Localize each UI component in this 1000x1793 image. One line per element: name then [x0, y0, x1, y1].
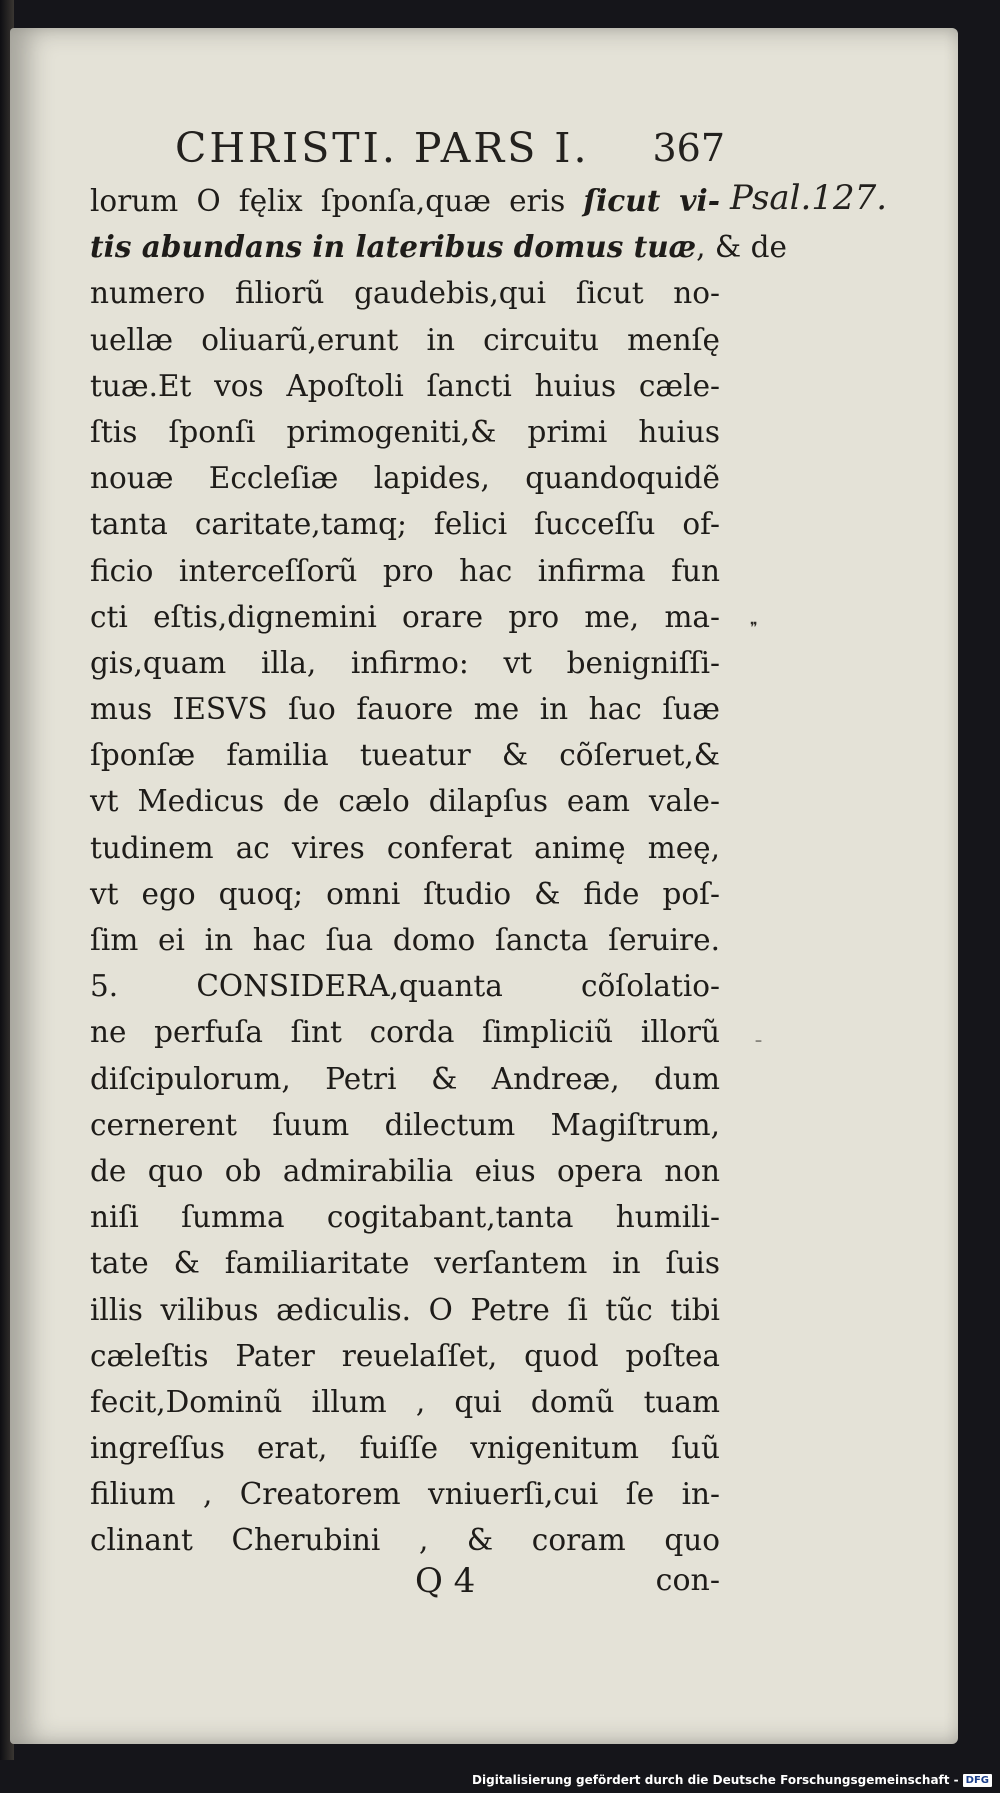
text-line: mus IESVS ſuo fauore me in hac ſuæ [90, 692, 720, 727]
text-line [90, 178, 720, 224]
text-line: tudinem ac vires conferat animę meę, [90, 830, 720, 865]
text-line: 5. CONSIDERA,quanta cõſolatio- [90, 969, 720, 1004]
dfg-logo-icon: DFG [963, 1774, 992, 1787]
text-line: ſim ei in hac ſua domo ſancta ſeruire. [90, 923, 720, 957]
text-line: de quo ob admirabilia eius opera non [90, 1153, 720, 1188]
text-line: nouæ Eccleſiæ lapides, quandoquidẽ [90, 461, 720, 496]
text-line: fecit,Dominũ illum , qui domũ tuam [90, 1384, 720, 1419]
page-footer [90, 1556, 720, 1606]
ink-speck: ❞ [750, 620, 758, 636]
text-line: ſponſæ familia tueatur & cõſeruet,& [90, 738, 720, 773]
text-line: tuæ.Et vos Apoſtoli ſancti huius cæle- [90, 368, 720, 403]
text-line: filium , Creatorem vniuerſi,cui ſe in- [90, 1477, 720, 1512]
body-text [90, 178, 787, 1564]
digitization-credit [472, 1773, 992, 1787]
book-page [10, 28, 958, 1744]
italic-quote: ſicut vi- [583, 183, 720, 218]
page-number: 367 [652, 126, 725, 170]
text-line: illis vilibus ædiculis. O Petre ſi tũc tibi [90, 1292, 720, 1327]
text-segment: lorum O fęlix ſponſa,quæ eris [90, 184, 584, 218]
ink-speck: – [755, 1033, 762, 1049]
text-line: numero filiorũ gaudebis,qui ſicut no- [90, 276, 720, 311]
text-line: vt ego quoq; omni ſtudio & fide poſ- [90, 876, 720, 911]
running-head: CHRISTI. PARS I. [175, 124, 590, 172]
text-line: ingreſſus erat, fuiſſe vnigenitum ſuũ [90, 1431, 720, 1466]
text-line: niſi ſumma cogitabant,tanta humili- [90, 1200, 720, 1235]
margin-note: Psal.127. [730, 178, 888, 218]
text-line: gis,quam illa, infirmo: vt benigniſſi- [90, 645, 720, 680]
signature-mark: Q 4 [415, 1561, 476, 1601]
text-line: diſcipulorum, Petri & Andreæ, dum [90, 1061, 720, 1096]
text-line: clinant Cherubini , & coram quo [90, 1523, 720, 1558]
credit-text: Digitalisierung gefördert durch die Deutsche Forschungsgemeinschaft - [472, 1773, 959, 1787]
text-line: uellæ oliuarũ,erunt in circuitu menſę [90, 322, 720, 357]
text-line: cti eſtis,dignemini orare pro me, ma- [90, 599, 720, 634]
page-header [165, 123, 725, 173]
text-line: cernerent ſuum dilectum Magiſtrum, [90, 1107, 720, 1142]
italic-quote: tis abundans in lateribus domus tuæ [90, 229, 697, 265]
text-segment: , & de [696, 230, 787, 265]
catchword: con- [655, 1563, 720, 1598]
text-line [90, 224, 787, 270]
text-line: vt Medicus de cælo dilapſus eam vale- [90, 784, 720, 819]
text-line: tate & familiaritate verſantem in ſuis [90, 1246, 720, 1281]
text-line: cæleſtis Pater reuelaſſet, quod poſtea [90, 1338, 720, 1373]
text-line: ficio interceſſorũ pro hac infirma fun [90, 553, 720, 588]
text-line: ne perfuſa ſint corda ſimpliciũ illorũ [90, 1015, 720, 1050]
text-line: tanta caritate,tamq; felici ſucceſſu of- [90, 507, 720, 542]
text-line: ſtis ſponſi primogeniti,& primi huius [90, 414, 720, 449]
